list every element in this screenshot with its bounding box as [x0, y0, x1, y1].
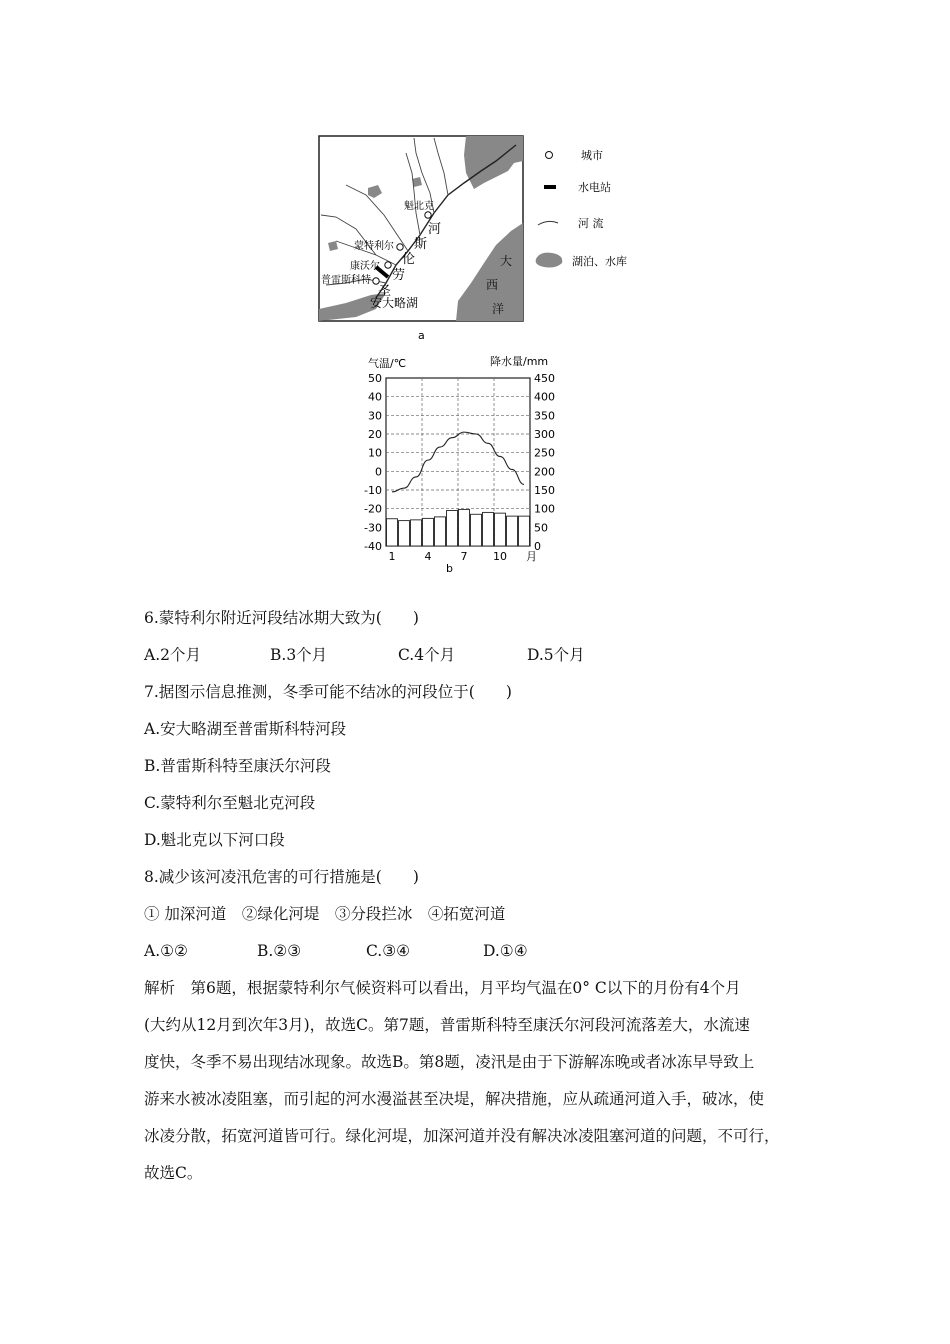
- question-6-stem: 6.蒙特利尔附近河段结冰期大致为( ): [144, 609, 419, 627]
- x-tick: 7: [460, 550, 468, 563]
- label-lao: 劳: [392, 268, 406, 283]
- legend-river-icon: [538, 221, 558, 225]
- chart-caption: b: [446, 562, 453, 575]
- map-caption: a: [418, 329, 425, 342]
- map-legend: [536, 149, 627, 268]
- city-kuibeike-marker: [425, 212, 431, 218]
- y-left-tick: 20: [368, 428, 382, 441]
- chart-y-right-label: 降水量/mm: [490, 355, 549, 368]
- question-7-option-c[interactable]: C.蒙特利尔至魁北克河段: [144, 794, 316, 812]
- x-tick: 4: [424, 550, 432, 563]
- explanation-line: 解析 第6题，根据蒙特利尔气候资料可以看出，月平均气温在0° C以下的月份有4个月: [144, 979, 741, 997]
- y-right-tick: 50: [534, 521, 548, 535]
- question-8-stem: 8.减少该河凌汛危害的可行措施是( ): [144, 868, 419, 886]
- label-ocean-xi: 西: [486, 278, 499, 292]
- y-left-tick: -20: [364, 502, 382, 516]
- label-ocean-da: 大: [500, 254, 513, 268]
- y-left-tick: 10: [368, 446, 382, 460]
- legend-station-label: 水电站: [578, 181, 611, 194]
- precipitation-bar: [483, 512, 494, 546]
- label-mengtelier: 蒙特利尔: [354, 241, 394, 252]
- legend-city-icon: [546, 152, 553, 159]
- precipitation-bar: [519, 516, 530, 546]
- option-b[interactable]: B.②③: [257, 942, 302, 960]
- city-mengtelier-marker: [397, 244, 403, 250]
- label-kangwoer: 康沃尔: [350, 261, 380, 272]
- legend-lake-icon: [536, 253, 563, 268]
- precipitation-bar: [495, 513, 506, 546]
- y-right-tick: 400: [534, 390, 555, 404]
- y-right-tick: 250: [534, 446, 555, 460]
- label-si: 斯: [414, 237, 428, 252]
- y-left-tick: 30: [368, 409, 382, 423]
- option-d[interactable]: D.5个月: [527, 646, 585, 664]
- y-left-tick: 40: [368, 390, 382, 404]
- x-tick: 1: [388, 550, 396, 563]
- legend-lake-label: 湖泊、水库: [572, 255, 627, 268]
- option-a[interactable]: A.2个月: [144, 646, 201, 664]
- legend-city-label: 城市: [581, 149, 603, 162]
- precipitation-bar: [459, 509, 470, 546]
- y-right-tick: 150: [534, 484, 555, 497]
- question-7-option-a[interactable]: A.安大略湖至普雷斯科特河段: [144, 720, 347, 738]
- explanation-line: 故选C。: [144, 1164, 203, 1182]
- explanation-line: 度快，冬季不易出现结冰现象。故选B。第8题，凌汛是由于下游解冻晚或者冰冻早导致上: [144, 1053, 755, 1071]
- y-right-tick: 350: [534, 409, 555, 423]
- y-right-tick: 200: [534, 465, 555, 479]
- y-left-tick: -40: [364, 540, 382, 553]
- option-b[interactable]: B.3个月: [270, 646, 328, 664]
- label-andalue: 安大略湖: [370, 296, 419, 310]
- precipitation-bar: [435, 517, 446, 546]
- label-he: 河: [428, 222, 442, 237]
- y-left-tick: 0: [375, 465, 382, 479]
- map-figure: [316, 133, 646, 343]
- temperature-line: [392, 432, 524, 492]
- x-tick: 10: [493, 550, 507, 563]
- precipitation-bar: [447, 511, 458, 546]
- explanation: [144, 970, 824, 1192]
- question-8-measures: ① 加深河道 ②绿化河堤 ③分段拦冰 ④拓宽河道: [144, 905, 506, 923]
- y-left-tick: -10: [364, 484, 382, 497]
- chart-y-left-label: 气温/℃: [368, 357, 407, 370]
- city-kangwoer-marker: [385, 262, 391, 268]
- label-puleisikete: 普雷斯科特: [321, 275, 371, 286]
- x-unit: 月: [526, 550, 537, 563]
- precipitation-bar: [387, 519, 398, 546]
- label-lun: 伦: [402, 252, 416, 267]
- y-right-tick: 0: [534, 540, 541, 553]
- question-7-option-b[interactable]: B.普雷斯科特至康沃尔河段: [144, 757, 331, 775]
- y-right-tick: 300: [534, 428, 555, 441]
- precipitation-bar: [411, 520, 422, 546]
- option-a[interactable]: A.①②: [144, 942, 188, 960]
- precipitation-bar: [399, 521, 410, 546]
- option-c[interactable]: C.③④: [366, 942, 411, 960]
- precipitation-bar: [507, 516, 518, 546]
- question-7-option-d[interactable]: D.魁北克以下河口段: [144, 831, 285, 849]
- explanation-line: 游来水被冰凌阻塞，而引起的河水漫溢甚至决堤，解决措施，应从疏通河道入手，破冰，使: [144, 1090, 765, 1108]
- option-c[interactable]: C.4个月: [398, 646, 456, 664]
- label-sheng: 圣: [378, 284, 392, 299]
- precipitation-bar: [423, 518, 434, 546]
- y-right-tick: 100: [534, 502, 555, 516]
- option-d[interactable]: D.①④: [483, 942, 528, 960]
- legend-river-label: 河 流: [578, 217, 604, 230]
- y-left-tick: 50: [368, 372, 382, 385]
- explanation-line: (大约从12月到次年3月)，故选C。第7题，普雷斯科特至康沃尔河段河流落差大，水流速: [144, 1016, 750, 1034]
- label-ocean-yang: 洋: [492, 302, 505, 316]
- label-kuibeike: 魁北克: [404, 201, 434, 212]
- explanation-line: 冰凌分散，拓宽河道皆可行。绿化河堤，加深河道并没有解决冰凌阻塞河道的问题，不可行，: [144, 1127, 780, 1145]
- precipitation-bar: [471, 514, 482, 546]
- y-left-tick: -30: [364, 521, 382, 535]
- question-7-stem: 7.据图示信息推测，冬季可能不结冰的河段位于( ): [144, 683, 512, 701]
- climate-chart: [350, 350, 580, 576]
- y-right-tick: 450: [534, 372, 555, 385]
